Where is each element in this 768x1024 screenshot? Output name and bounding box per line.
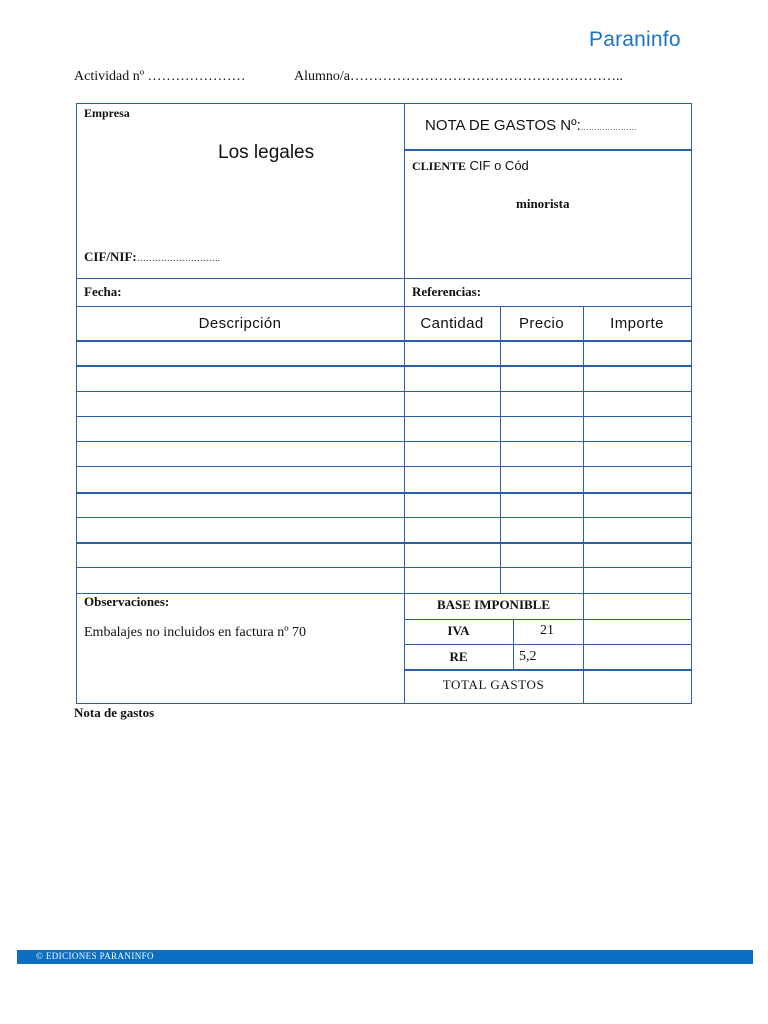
actividad-field: Actividad nº ………………… (74, 69, 246, 84)
totals-line (404, 644, 692, 645)
fecha-label: Fecha: (84, 284, 122, 299)
table-row-line (76, 466, 692, 467)
base-imponible-label: BASE IMPONIBLE (436, 597, 551, 612)
table-border-right (691, 103, 692, 704)
table-row-line (76, 365, 692, 367)
table-divider-main (404, 103, 405, 704)
cif-nif-label (84, 249, 220, 265)
table-border-left (76, 103, 77, 704)
referencias-label: Referencias: (412, 284, 482, 299)
totals-line (404, 619, 692, 620)
iva-value: 21 (540, 623, 554, 638)
total-gastos-label: TOTAL GASTOS (442, 677, 545, 692)
empresa-name: Los legales (218, 142, 315, 163)
table-row-line (76, 391, 692, 392)
re-value: 5,2 (519, 649, 537, 664)
nota-title (425, 117, 637, 134)
table-border-bottom (76, 703, 692, 704)
paraninfo-logo: Paraninfo (589, 28, 681, 51)
table-row-line (76, 492, 692, 494)
column-header-descripcion: Descripción (198, 315, 282, 332)
table-row-line (76, 542, 692, 544)
table-divider-header (76, 306, 692, 307)
form-caption: Nota de gastos (74, 705, 155, 720)
table-divider-nota (404, 149, 692, 151)
observaciones-text: Embalajes no incluidos en factura nº 70 (84, 625, 307, 640)
table-col-divider (500, 306, 501, 594)
totals-line (404, 669, 692, 671)
table-row-line (76, 441, 692, 442)
column-header-cantidad: Cantidad (420, 315, 484, 332)
nota-dots: ………………… (580, 123, 637, 132)
empresa-label: Empresa (84, 106, 130, 120)
column-header-importe: Importe (610, 315, 664, 332)
footer-copyright: © EDICIONES PARANINFO (36, 951, 154, 961)
cliente-text: CIF o Cód (469, 158, 529, 173)
table-divider-columns (76, 340, 692, 342)
cliente-value: minorista (516, 196, 570, 211)
table-row-line (76, 416, 692, 417)
table-row-line (76, 517, 692, 518)
cif-nif-dots: ………………………. (136, 253, 220, 263)
totals-col-divider (513, 619, 514, 670)
table-border-top (76, 103, 692, 104)
column-header-precio: Precio (519, 315, 564, 332)
table-divider-fecha (76, 278, 692, 279)
cliente-label: CLIENTE (412, 159, 467, 173)
table-row-line (76, 567, 692, 568)
cliente-line (412, 158, 529, 175)
cif-nif-label-text: CIF/NIF: (84, 249, 137, 264)
nota-title-text: NOTA DE GASTOS Nº: (425, 117, 581, 134)
alumno-field: Alumno/a………………………………………………….. (294, 69, 623, 84)
observaciones-label: Observaciones: (84, 594, 170, 609)
iva-label: IVA (447, 623, 470, 638)
re-label: RE (449, 649, 468, 664)
